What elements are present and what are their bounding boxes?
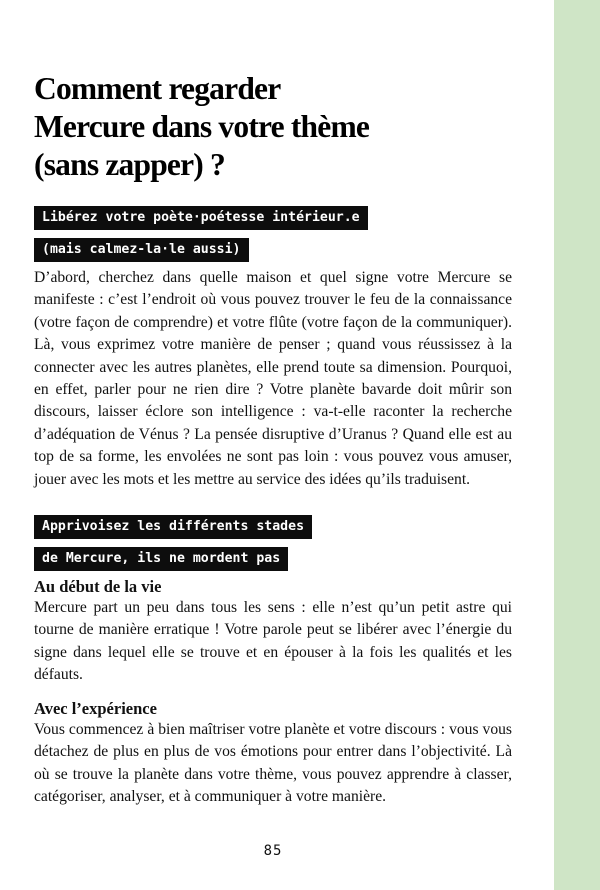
page-title <box>34 70 512 184</box>
page-number: 85 <box>263 843 283 859</box>
subheading-experience: Avec l’expérience <box>34 699 157 718</box>
section2-tag-line-2: de Mercure, ils ne mordent pas <box>34 547 288 571</box>
title-line: Comment regarder <box>34 71 281 106</box>
section2-tag-line-1: Apprivoisez les différents stades <box>34 515 312 539</box>
title-line: (sans zapper) ? <box>34 147 225 182</box>
side-color-band <box>554 0 600 890</box>
section1-tag-line-1: Libérez votre poète·poétesse intérieur.e <box>34 206 368 230</box>
section1-paragraph: D’abord, cherchez dans quelle maison et quel signe votre Mercure se manifeste : c’est l’endroit où vous pouvez trouver le feu de la connaissance (votre façon de comprendre) et votre flûte (votre façon de la communiquer). Là, vous exprimez votre manière de penser ; quand vous réussissez à la connecter avec les autres planètes, elle prend toute sa dimension. Pourquoi, en effet, parler pour ne rien dire ? Votre planète bavarde doit mûrir son discours, laisser éclore son intelligence : va-t-elle raconter la recherche d’adéquation de Vénus ? La pensée disruptive d’Uranus ? Quand elle est au top de sa forme, les envolées ne sont pas loin : vous pouvez vous amuser, jouer avec les mots et les mettre au service des idées qu’ils traduisent. <box>34 269 512 488</box>
title-line: Mercure dans votre thème <box>34 109 370 144</box>
early-life-paragraph: Mercure part un peu dans tous les sens : elle n’est qu’un petit astre qui tourne de manière erratique ! Votre parole peut se libérer avec l’énergie du signe dans lequel elle se trouve et en épouser à la fois les qualités et les défauts. <box>34 599 512 684</box>
subheading-early-life: Au début de la vie <box>34 577 162 596</box>
section1-tag-line-2: (mais calmez-la·le aussi) <box>34 238 249 262</box>
experience-paragraph: Vous commencez à bien maîtriser votre planète et votre discours : vous vous détachez de plus en plus de vos émotions pour entrer dans l’objectivité. Là où se trouve la planète dans votre thème, vous pouvez apprendre à classer, catégoriser, analyser, et à communiquer à votre manière. <box>34 721 512 806</box>
